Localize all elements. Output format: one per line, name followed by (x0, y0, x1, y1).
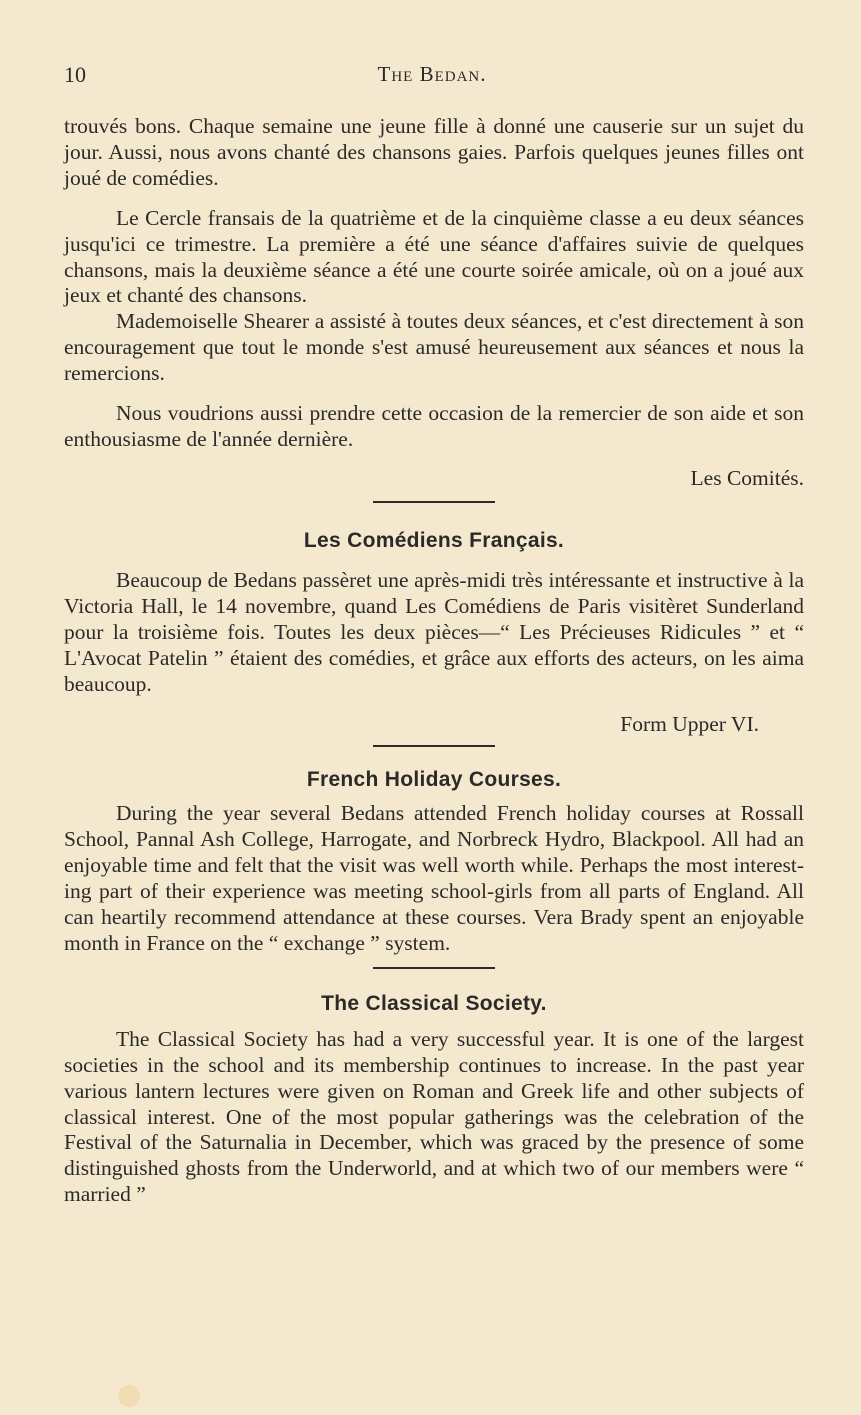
spacer (64, 387, 804, 401)
paragraph-continued: trouvés bons. Chaque semaine une jeune fille à donné une causerie sur un sujet du jour. Aussi, nous avons chanté des chansons gaies. Parfois quelques jeunes filles ont joué de comédies. (64, 114, 804, 190)
paragraph: Mademoiselle Shearer a assisté à toutes deux séances, et c'est directement à son encouragement que tout le monde s'est amusé heureusement aux séances et nous la remercions. (64, 309, 804, 386)
section-heading: French Holiday Courses. (306, 768, 562, 792)
running-title: The Bedan. (377, 62, 487, 86)
paragraph: The Classical Society has had a very successful year. It is one of the largest societies in the school and its membership continues to increase. In the past year various lantern lectures were given on Roman and Greek life and other subjects of classical interest. One of the most popular gatherings was the celebration of the Festival of the Saturnalia in December, which was graced by the presence of some distinguished ghosts from the Underworld, and at which two of our members were “ married ” (64, 1026, 804, 1207)
signature: Form Upper VI. (620, 712, 759, 737)
section-heading: Les Comédiens Français. (303, 528, 565, 552)
paragraph: Beaucoup de Bedans passèret une après-midi très intéressante et instructive à la Victoria Hall, le 14 novembre, quand Les Comédiens de Paris visitèret Sunderland pour la troisième fois. Toutes les deux pièces—“ Les Précieuses Ridicules ” et “ L'Avocat Patelin ” étaient des comédies, et grâce aux efforts des acteurs, on les aima beaucoup. (64, 567, 804, 696)
paper-stain (118, 1385, 140, 1407)
page-header (64, 62, 800, 92)
paragraph: Le Cercle fransais de la quatrième et de la cinquième classe a eu deux séances jusqu'ici ce trimestre. La première a été une séance d'affaires suivie de quelques chansons, mais la deuxième séance a été une courte soirée amicale, où on a joué aux jeux et chanté des chansons. (64, 205, 804, 308)
spacer (64, 192, 804, 206)
section-heading: The Classical Society. (321, 991, 547, 1015)
signature: Les Comités. (690, 465, 804, 490)
paragraph: Nous voudrions aussi prendre cette occasion de la remercier de son aide et son enthousiasme de l'année dernière. (64, 401, 804, 451)
paragraph: During the year several Bedans attended French holiday courses at Rossall School, Pannal Ash College, Harrogate, and Norbreck Hydro, Blackpool. All had an enjoyable time and felt that the visit was well worth while. Perhaps the most interest-ing part of their experience was meeting school-girls from all parts of England. All can heartily recommend attendance at these courses. Vera Brady spent an enjoyable month in France on the “ exchange ” system. (64, 801, 804, 955)
page-body (64, 114, 804, 1208)
page-number: 10 (64, 62, 86, 87)
